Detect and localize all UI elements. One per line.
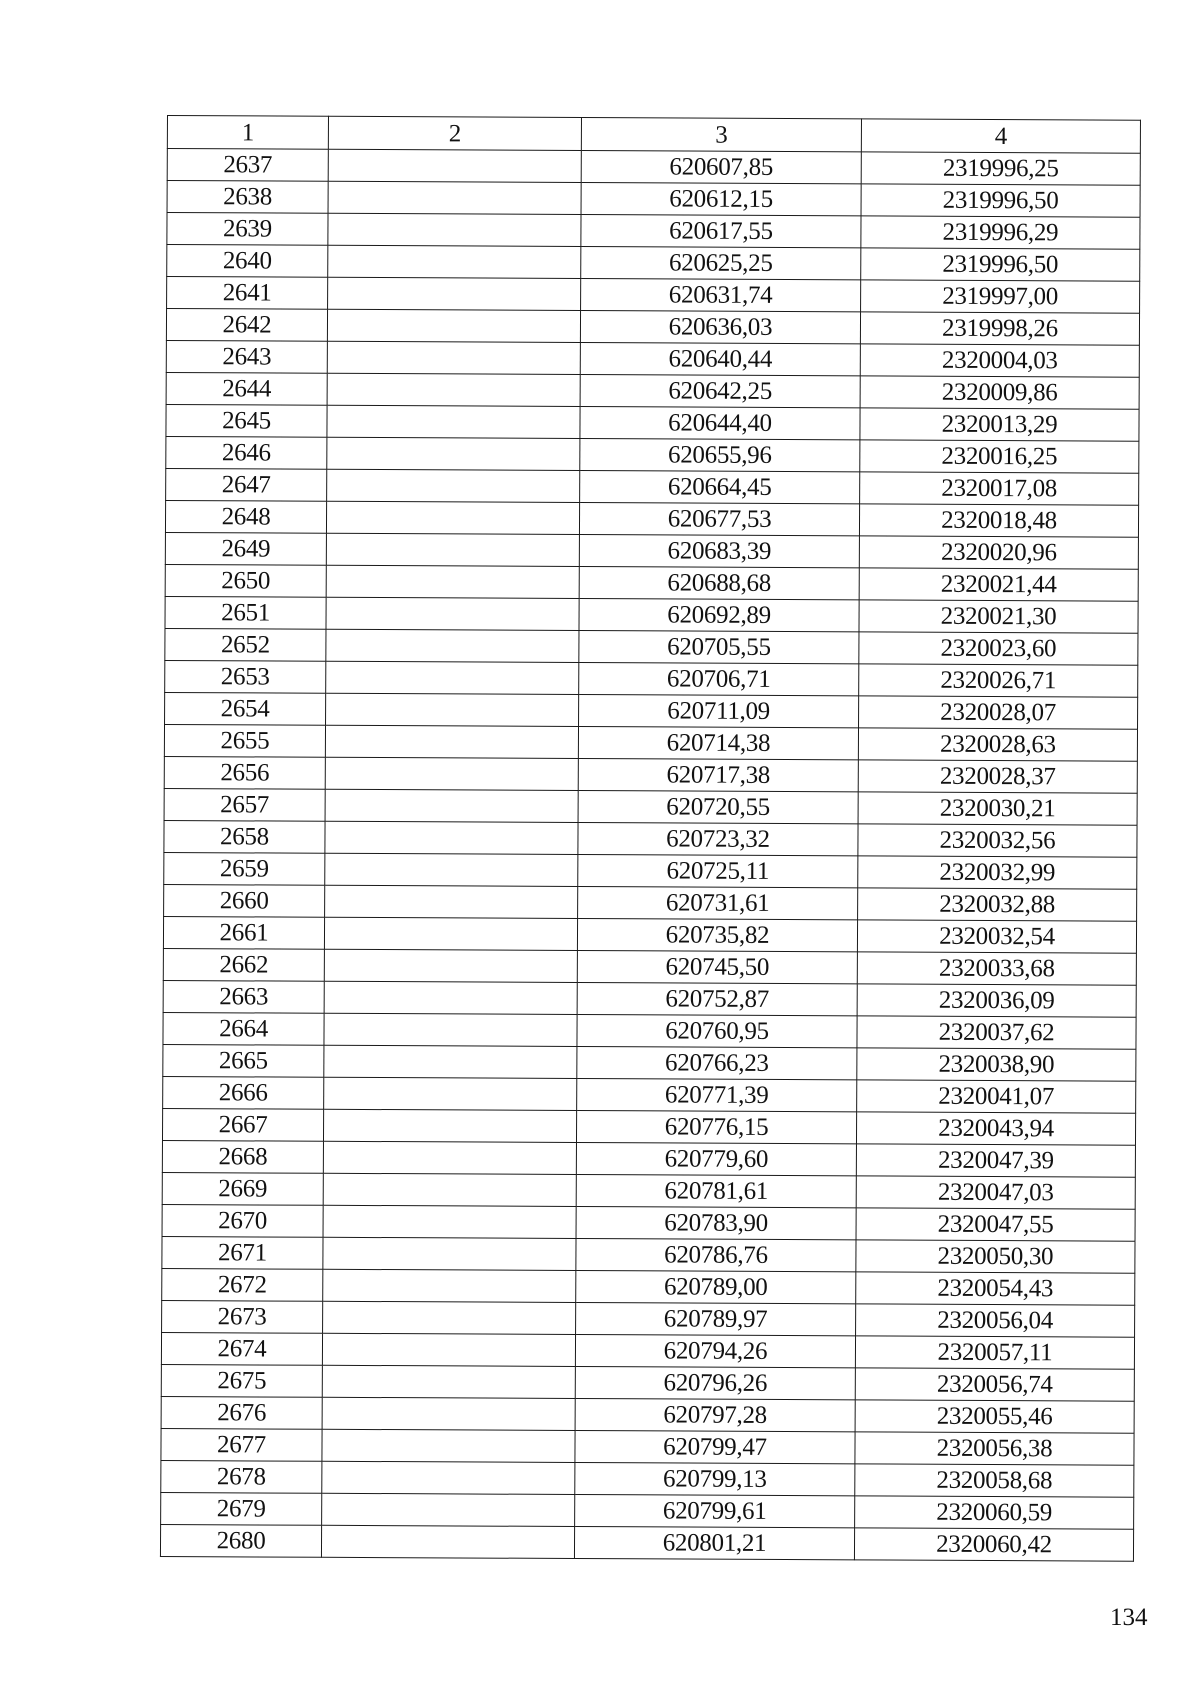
column-3-cell: 620617,55 xyxy=(581,215,861,248)
column-4-cell: 2320055,46 xyxy=(855,1400,1134,1433)
point-number-cell: 2643 xyxy=(166,340,327,373)
column-3-cell: 620789,00 xyxy=(576,1271,856,1304)
column-4-cell: 2320004,03 xyxy=(860,344,1139,377)
column-2-cell xyxy=(325,821,578,854)
point-number-cell: 2667 xyxy=(162,1108,323,1141)
column-2-cell xyxy=(328,245,581,278)
point-number-cell: 2679 xyxy=(161,1492,322,1525)
table-row xyxy=(164,756,1137,793)
point-number-cell: 2652 xyxy=(165,628,326,661)
column-4-cell: 2319997,00 xyxy=(861,280,1140,313)
point-number-cell: 2642 xyxy=(166,309,327,342)
point-number-cell: 2672 xyxy=(162,1268,323,1301)
column-2-cell xyxy=(324,917,577,950)
table-row xyxy=(163,1076,1136,1113)
column-4-cell: 2319996,29 xyxy=(861,216,1140,249)
table-row xyxy=(162,1140,1135,1177)
column-3-cell: 620797,28 xyxy=(575,1399,855,1432)
column-4-cell: 2320009,86 xyxy=(860,376,1139,409)
table-row xyxy=(162,1268,1135,1305)
column-3-cell: 620771,39 xyxy=(577,1079,857,1112)
column-3-cell: 620796,26 xyxy=(575,1367,855,1400)
column-2-cell xyxy=(328,181,581,214)
table-row xyxy=(161,1364,1134,1401)
table-row xyxy=(167,245,1140,282)
table-row xyxy=(163,916,1136,953)
point-number-cell: 2676 xyxy=(161,1396,322,1429)
point-number-cell: 2666 xyxy=(163,1076,324,1109)
table-row xyxy=(161,1332,1134,1369)
column-3-cell: 620717,38 xyxy=(578,759,858,792)
column-3-cell: 620731,61 xyxy=(578,887,858,920)
column-3-cell: 620720,55 xyxy=(578,791,858,824)
column-4-cell: 2319996,50 xyxy=(861,184,1140,217)
point-number-cell: 2680 xyxy=(160,1524,321,1557)
table-row xyxy=(162,1204,1135,1241)
column-4-cell: 2319996,25 xyxy=(861,152,1140,185)
column-3-cell: 620655,96 xyxy=(580,439,860,472)
table-row xyxy=(161,1396,1134,1433)
column-4-cell: 2320041,07 xyxy=(857,1080,1136,1113)
column-2-cell xyxy=(328,213,581,246)
column-3-cell: 620705,55 xyxy=(579,631,859,664)
point-number-cell: 2664 xyxy=(163,1012,324,1045)
table-row xyxy=(167,277,1140,314)
point-number-cell: 2669 xyxy=(162,1172,323,1205)
column-3-cell: 620725,11 xyxy=(578,855,858,888)
column-4-cell: 2320030,21 xyxy=(858,792,1137,825)
column-2-cell xyxy=(324,949,577,982)
point-number-cell: 2637 xyxy=(167,149,328,182)
table-row xyxy=(167,213,1140,250)
column-2-cell xyxy=(325,757,578,790)
table-row xyxy=(165,564,1138,601)
column-3-cell: 620799,61 xyxy=(575,1495,855,1528)
column-3-cell: 620677,53 xyxy=(579,503,859,536)
column-4-cell: 2320028,63 xyxy=(858,728,1137,761)
table-row xyxy=(164,852,1137,889)
column-4-cell: 2319998,26 xyxy=(860,312,1139,345)
column-4-cell: 2320054,43 xyxy=(856,1272,1135,1305)
column-4-cell: 2320047,03 xyxy=(856,1176,1135,1209)
column-2-cell xyxy=(322,1461,575,1494)
table-row xyxy=(164,724,1137,761)
column-4-cell: 2320021,30 xyxy=(859,600,1138,633)
column-3-cell: 620664,45 xyxy=(580,471,860,504)
column-3-cell: 620799,13 xyxy=(575,1463,855,1496)
column-4-cell: 2320028,07 xyxy=(859,696,1138,729)
column-4-cell: 2320056,74 xyxy=(855,1368,1134,1401)
column-3-cell: 620644,40 xyxy=(580,407,860,440)
column-2-cell xyxy=(323,1301,576,1334)
column-3-cell: 620711,09 xyxy=(579,695,859,728)
column-3-cell: 620783,90 xyxy=(576,1207,856,1240)
column-4-cell: 2320060,42 xyxy=(854,1528,1133,1561)
point-number-cell: 2638 xyxy=(167,181,328,214)
column-3-cell: 620692,89 xyxy=(579,599,859,632)
column-4-cell: 2320032,99 xyxy=(858,856,1137,889)
table-row xyxy=(163,1012,1136,1049)
point-number-cell: 2654 xyxy=(165,692,326,725)
column-2-cell xyxy=(322,1333,575,1366)
column-2-cell xyxy=(322,1365,575,1398)
table-row xyxy=(162,1108,1135,1145)
table-row xyxy=(165,692,1138,729)
table-row xyxy=(166,309,1139,346)
point-number-cell: 2663 xyxy=(163,980,324,1013)
table-row xyxy=(166,372,1139,409)
column-4-cell: 2320013,29 xyxy=(860,408,1139,441)
column-4-cell: 2320058,68 xyxy=(855,1464,1134,1497)
table-row xyxy=(165,532,1138,569)
column-2-cell xyxy=(323,1269,576,1302)
column-2-cell xyxy=(327,309,580,342)
point-number-cell: 2651 xyxy=(165,596,326,629)
table-row xyxy=(167,181,1140,218)
column-2-cell xyxy=(326,693,579,726)
column-4-cell: 2320017,08 xyxy=(860,472,1139,505)
column-3-cell: 620640,44 xyxy=(580,343,860,376)
column-2-cell xyxy=(327,341,580,374)
column-4-cell: 2320018,48 xyxy=(859,504,1138,537)
column-3-cell: 620789,97 xyxy=(576,1303,856,1336)
column-3-cell: 620786,76 xyxy=(576,1239,856,1272)
column-3-cell: 620607,85 xyxy=(581,151,861,184)
table-row xyxy=(162,1300,1135,1337)
header-row xyxy=(167,116,1140,154)
point-number-cell: 2653 xyxy=(165,660,326,693)
point-number-cell: 2661 xyxy=(163,916,324,949)
column-2-cell xyxy=(322,1397,575,1430)
column-4-cell: 2320033,68 xyxy=(857,952,1136,985)
column-3-cell: 620776,15 xyxy=(576,1111,856,1144)
table-row xyxy=(166,404,1139,441)
column-4-cell: 2320026,71 xyxy=(859,664,1138,697)
point-number-cell: 2662 xyxy=(163,948,324,981)
table-row xyxy=(162,1172,1135,1209)
column-3-cell: 620642,25 xyxy=(580,375,860,408)
column-4-cell: 2320021,44 xyxy=(859,568,1138,601)
point-number-cell: 2640 xyxy=(167,245,328,278)
point-number-cell: 2657 xyxy=(164,788,325,821)
point-number-cell: 2649 xyxy=(165,532,326,565)
column-4-cell: 2320056,38 xyxy=(855,1432,1134,1465)
column-3-cell: 620794,26 xyxy=(575,1335,855,1368)
column-4-cell: 2320038,90 xyxy=(857,1048,1136,1081)
column-4-cell: 2320028,37 xyxy=(858,760,1137,793)
column-4-cell: 2320032,88 xyxy=(858,888,1137,921)
column-2-cell xyxy=(326,661,579,694)
point-number-cell: 2659 xyxy=(164,852,325,885)
point-number-cell: 2641 xyxy=(167,277,328,310)
point-number-cell: 2655 xyxy=(164,724,325,757)
column-4-cell: 2320036,09 xyxy=(857,984,1136,1017)
column-2-cell xyxy=(324,1045,577,1078)
table-row xyxy=(166,436,1139,473)
column-4-cell: 2320056,04 xyxy=(856,1304,1135,1337)
table-row xyxy=(161,1460,1134,1497)
column-2-cell xyxy=(323,1237,576,1270)
column-4-cell: 2320047,55 xyxy=(856,1208,1135,1241)
column-2-cell xyxy=(328,149,581,182)
coordinates-table xyxy=(160,115,1141,1562)
column-2-cell xyxy=(323,1205,576,1238)
column-2-cell xyxy=(324,1013,577,1046)
column-4-cell: 2320037,62 xyxy=(857,1016,1136,1049)
column-4-cell: 2320047,39 xyxy=(856,1144,1135,1177)
column-2-cell xyxy=(323,1141,576,1174)
table-row xyxy=(160,1524,1133,1561)
column-3-cell: 620706,71 xyxy=(579,663,859,696)
column-3-cell: 620688,68 xyxy=(579,567,859,600)
column-3-cell: 620683,39 xyxy=(579,535,859,568)
column-3-cell: 620735,82 xyxy=(577,919,857,952)
column-4-cell: 2320032,56 xyxy=(858,824,1137,857)
point-number-cell: 2668 xyxy=(162,1140,323,1173)
column-3-cell: 620752,87 xyxy=(577,983,857,1016)
point-number-cell: 2678 xyxy=(161,1460,322,1493)
column-2-cell xyxy=(325,853,578,886)
header-cell-1: 1 xyxy=(167,116,328,150)
point-number-cell: 2648 xyxy=(165,500,326,533)
point-number-cell: 2660 xyxy=(164,884,325,917)
column-4-cell: 2320023,60 xyxy=(859,632,1138,665)
point-number-cell: 2656 xyxy=(164,756,325,789)
table-row xyxy=(164,820,1137,857)
column-2-cell xyxy=(326,629,579,662)
table-row xyxy=(165,596,1138,633)
column-3-cell: 620799,47 xyxy=(575,1431,855,1464)
column-3-cell: 620745,50 xyxy=(577,951,857,984)
column-2-cell xyxy=(328,277,581,310)
column-4-cell: 2320032,54 xyxy=(857,920,1136,953)
point-number-cell: 2665 xyxy=(163,1044,324,1077)
column-3-cell: 620781,61 xyxy=(576,1175,856,1208)
column-2-cell xyxy=(326,533,579,566)
column-2-cell xyxy=(327,373,580,406)
column-2-cell xyxy=(326,597,579,630)
point-number-cell: 2647 xyxy=(166,468,327,501)
column-3-cell: 620766,23 xyxy=(577,1047,857,1080)
table-row xyxy=(165,660,1138,697)
column-2-cell xyxy=(327,405,580,438)
column-2-cell xyxy=(324,981,577,1014)
column-4-cell: 2320020,96 xyxy=(859,536,1138,569)
point-number-cell: 2646 xyxy=(166,436,327,469)
header-cell-2: 2 xyxy=(328,116,581,150)
table-row xyxy=(163,948,1136,985)
table-row xyxy=(162,1236,1135,1273)
table-row xyxy=(167,149,1140,186)
table-header xyxy=(167,116,1140,154)
header-cell-4: 4 xyxy=(861,119,1140,153)
table-row xyxy=(165,628,1138,665)
table-body xyxy=(160,149,1140,1562)
point-number-cell: 2644 xyxy=(166,372,327,405)
column-2-cell xyxy=(322,1493,575,1526)
point-number-cell: 2675 xyxy=(161,1364,322,1397)
column-4-cell: 2320016,25 xyxy=(860,440,1139,473)
column-2-cell xyxy=(323,1109,576,1142)
column-3-cell: 620723,32 xyxy=(578,823,858,856)
point-number-cell: 2650 xyxy=(165,564,326,597)
column-3-cell: 620779,60 xyxy=(576,1143,856,1176)
table-row xyxy=(163,1044,1136,1081)
point-number-cell: 2639 xyxy=(167,213,328,246)
point-number-cell: 2677 xyxy=(161,1428,322,1461)
column-3-cell: 620714,38 xyxy=(578,727,858,760)
column-2-cell xyxy=(325,725,578,758)
table-row xyxy=(166,468,1139,505)
column-2-cell xyxy=(326,501,579,534)
column-2-cell xyxy=(324,1077,577,1110)
column-2-cell xyxy=(323,1173,576,1206)
table-row xyxy=(166,340,1139,377)
header-cell-3: 3 xyxy=(581,118,861,152)
table-row xyxy=(163,980,1136,1017)
column-2-cell xyxy=(325,789,578,822)
table-row xyxy=(164,788,1137,825)
table-row xyxy=(164,884,1137,921)
table-row xyxy=(165,500,1138,537)
column-3-cell: 620801,21 xyxy=(574,1527,854,1560)
point-number-cell: 2674 xyxy=(161,1332,322,1365)
column-4-cell: 2320043,94 xyxy=(856,1112,1135,1145)
column-4-cell: 2320050,30 xyxy=(856,1240,1135,1273)
point-number-cell: 2673 xyxy=(162,1300,323,1333)
column-2-cell xyxy=(327,469,580,502)
page-number: 134 xyxy=(1110,1604,1148,1631)
point-number-cell: 2645 xyxy=(166,404,327,437)
point-number-cell: 2670 xyxy=(162,1204,323,1237)
column-2-cell xyxy=(326,565,579,598)
column-3-cell: 620625,25 xyxy=(581,247,861,280)
column-3-cell: 620612,15 xyxy=(581,183,861,216)
column-4-cell: 2320060,59 xyxy=(855,1496,1134,1529)
column-2-cell xyxy=(322,1429,575,1462)
column-2-cell xyxy=(321,1525,574,1558)
column-2-cell xyxy=(325,885,578,918)
column-2-cell xyxy=(327,437,580,470)
column-3-cell: 620636,03 xyxy=(580,311,860,344)
column-4-cell: 2319996,50 xyxy=(861,248,1140,281)
table-row xyxy=(161,1492,1134,1529)
column-3-cell: 620760,95 xyxy=(577,1015,857,1048)
column-4-cell: 2320057,11 xyxy=(855,1336,1134,1369)
point-number-cell: 2671 xyxy=(162,1236,323,1269)
column-3-cell: 620631,74 xyxy=(581,279,861,312)
point-number-cell: 2658 xyxy=(164,820,325,853)
table-row xyxy=(161,1428,1134,1465)
